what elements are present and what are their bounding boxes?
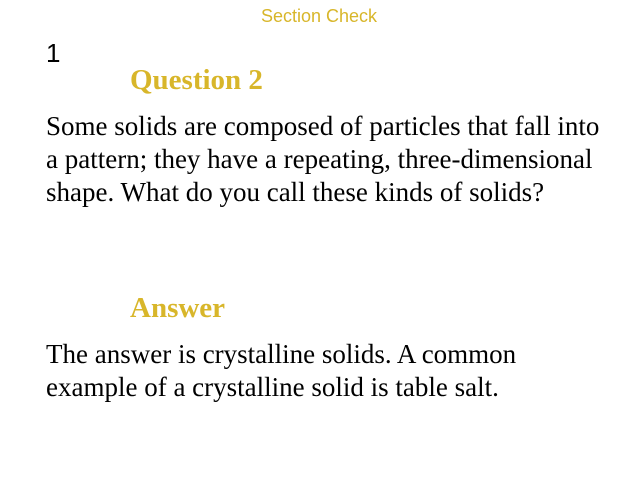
section-check-label: Section Check — [260, 6, 378, 26]
slide-number: 1 — [46, 38, 61, 68]
question-heading: Question 2 — [130, 64, 263, 96]
answer-text: The answer is crystalline solids. A common example of a crystalline solid is table salt. — [46, 339, 517, 402]
answer-heading: Answer — [130, 292, 226, 324]
question-text: Some solids are composed of particles that fall into a pattern; they have a repeating, three-dimensional shape. What do you call these kinds of solids? — [46, 111, 600, 207]
